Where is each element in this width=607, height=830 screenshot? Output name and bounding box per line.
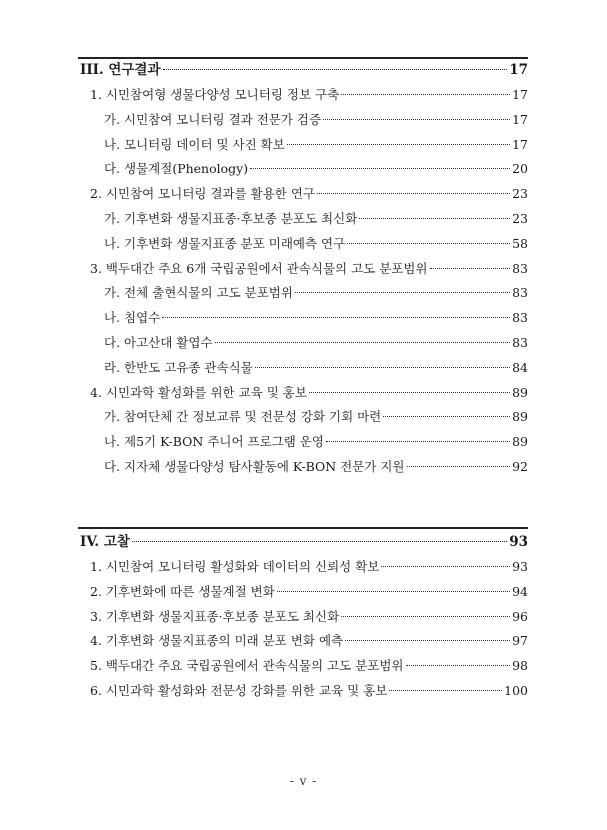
dot-leader <box>359 218 510 219</box>
dot-leader <box>255 367 510 368</box>
toc-section-page: 93 <box>509 534 528 550</box>
toc-subentry-title: 라. 한반도 고유종 관속식물 <box>104 359 253 375</box>
toc-entry-page: 23 <box>512 186 528 202</box>
toc-subentry-page: 23 <box>512 211 528 226</box>
toc-entry-page: 83 <box>512 260 528 276</box>
toc-subentry-title: 가. 전체 출현식물의 고도 분포범위 <box>104 285 293 301</box>
toc-subentry-page: 83 <box>512 335 528 350</box>
toc-entry[interactable] <box>90 633 528 649</box>
toc-entry-page: 97 <box>512 633 528 649</box>
toc-subentry[interactable] <box>104 285 528 301</box>
dot-leader <box>295 292 510 293</box>
toc-subentry[interactable] <box>104 161 528 177</box>
toc-entry-title: 5. 백두대간 주요 국립공원에서 관속식물의 고도 분포범위 <box>90 658 404 674</box>
toc-entry[interactable] <box>90 658 528 674</box>
toc-entry[interactable] <box>90 609 528 625</box>
dot-leader <box>250 168 510 169</box>
section-rule <box>78 57 528 59</box>
toc-subentry-page: 17 <box>512 111 528 127</box>
toc-entry-page: 94 <box>512 583 528 599</box>
toc-entry[interactable] <box>90 261 528 277</box>
toc-entry[interactable] <box>90 559 528 575</box>
toc-subentry[interactable] <box>104 434 528 450</box>
toc-subentry-title: 나. 침엽수 <box>104 310 161 326</box>
toc-entry-title: 2. 기후변화에 따른 생물계절 변화 <box>90 583 275 599</box>
dot-leader <box>389 690 502 691</box>
toc-subentry-title: 가. 참여단체 간 정보교류 및 전문성 강화 기회 마련 <box>104 409 382 425</box>
toc-subentry[interactable] <box>104 335 528 351</box>
toc-entry-title: 3. 기후변화 생물지표종·후보종 분포도 최신화 <box>90 608 340 624</box>
toc-entry-title: 2. 시민참여 모니터링 결과를 활용한 연구 <box>90 186 315 202</box>
dot-leader <box>132 541 507 542</box>
dot-leader <box>277 591 510 592</box>
toc-subentry-page: 84 <box>512 359 528 375</box>
toc-section-title: IV. 고찰 <box>80 534 130 550</box>
toc-subentry-page: 92 <box>512 459 528 474</box>
dot-leader <box>383 416 510 417</box>
toc-subentry-title: 나. 모니터링 데이터 및 사진 확보 <box>104 136 285 152</box>
toc-entry-title: 3. 백두대간 주요 6개 국립공원에서 관속식물의 고도 분포범위 <box>90 260 428 276</box>
toc-entry[interactable] <box>90 385 528 401</box>
dot-leader <box>317 193 510 194</box>
toc-subentry-page: 20 <box>512 161 528 177</box>
toc-subentry-page: 17 <box>512 136 528 152</box>
toc-subentry[interactable] <box>104 236 528 252</box>
toc-subentry-title: 다. 지자체 생물다양성 탐사활동에 K-BON 전문가 지원 <box>104 459 405 474</box>
toc-entry[interactable] <box>90 87 528 103</box>
toc-subentry[interactable] <box>104 360 528 376</box>
toc-subentry[interactable] <box>104 137 528 153</box>
dot-leader <box>323 119 510 120</box>
dot-leader <box>347 243 510 244</box>
toc-section-title: III. 연구결과 <box>80 62 161 78</box>
dot-leader <box>326 441 510 442</box>
dot-leader <box>407 466 511 467</box>
dot-leader <box>309 392 510 393</box>
toc-subentry-title: 다. 생물계절(Phenology) <box>104 161 249 177</box>
dot-leader <box>163 69 508 70</box>
toc-entry-page: 17 <box>512 87 528 102</box>
toc-subentry[interactable] <box>104 112 528 128</box>
toc-subentry-page: 83 <box>512 310 528 326</box>
toc-subentry-page: 83 <box>512 285 528 301</box>
toc-section-page: 17 <box>509 62 528 78</box>
dot-leader <box>345 640 510 641</box>
toc-entry-page: 98 <box>512 658 528 674</box>
toc-entry[interactable] <box>90 186 528 202</box>
section-rule <box>78 527 528 529</box>
toc-entry-page: 89 <box>512 384 528 400</box>
dot-leader <box>341 616 510 617</box>
toc-entry-page: 93 <box>512 559 528 574</box>
toc-subentry[interactable] <box>104 211 528 227</box>
toc-subentry-title: 가. 기후변화 생물지표종·후보종 분포도 최신화 <box>104 211 358 226</box>
toc-subentry-title: 나. 제5기 K-BON 주니어 프로그램 운영 <box>104 434 324 450</box>
toc-subentry[interactable] <box>104 459 528 475</box>
page-number-footer: - v - <box>289 774 318 788</box>
dot-leader <box>287 144 510 145</box>
toc-subentry-page: 89 <box>512 409 528 425</box>
toc-subentry-title: 나. 기후변화 생물지표종 분포 미래예측 연구 <box>104 235 346 251</box>
toc-subentry[interactable] <box>104 310 528 326</box>
toc-subentry-page: 58 <box>512 235 528 251</box>
dot-leader <box>341 94 510 95</box>
toc-entry-title: 1. 시민참여형 생물다양성 모니터링 정보 구축 <box>90 87 340 102</box>
toc-section[interactable] <box>80 534 528 550</box>
toc-entry[interactable] <box>90 683 528 699</box>
toc-entry[interactable] <box>90 584 528 600</box>
toc-entry-title: 4. 기후변화 생물지표종의 미래 분포 변화 예측 <box>90 633 344 649</box>
dot-leader <box>381 566 510 567</box>
dot-leader <box>215 342 511 343</box>
toc-subentry-title: 다. 아고산대 활엽수 <box>104 335 213 350</box>
dot-leader <box>162 317 510 318</box>
toc-entry-page: 96 <box>512 608 528 624</box>
dot-leader <box>430 268 511 269</box>
toc-entry-title: 6. 시민과학 활성화와 전문성 강화를 위한 교육 및 홍보 <box>90 683 388 698</box>
toc-entry-page: 100 <box>504 683 528 698</box>
dot-leader <box>406 665 511 666</box>
toc-entry-title: 1. 시민참여 모니터링 활성화와 데이터의 신뢰성 확보 <box>90 559 380 574</box>
toc-subentry-page: 89 <box>512 434 528 450</box>
toc-entry-title: 4. 시민과학 활성화를 위한 교육 및 홍보 <box>90 384 307 400</box>
toc-section[interactable] <box>80 62 528 78</box>
toc-subentry-title: 가. 시민참여 모니터링 결과 전문가 검증 <box>104 111 322 127</box>
toc-subentry[interactable] <box>104 409 528 425</box>
